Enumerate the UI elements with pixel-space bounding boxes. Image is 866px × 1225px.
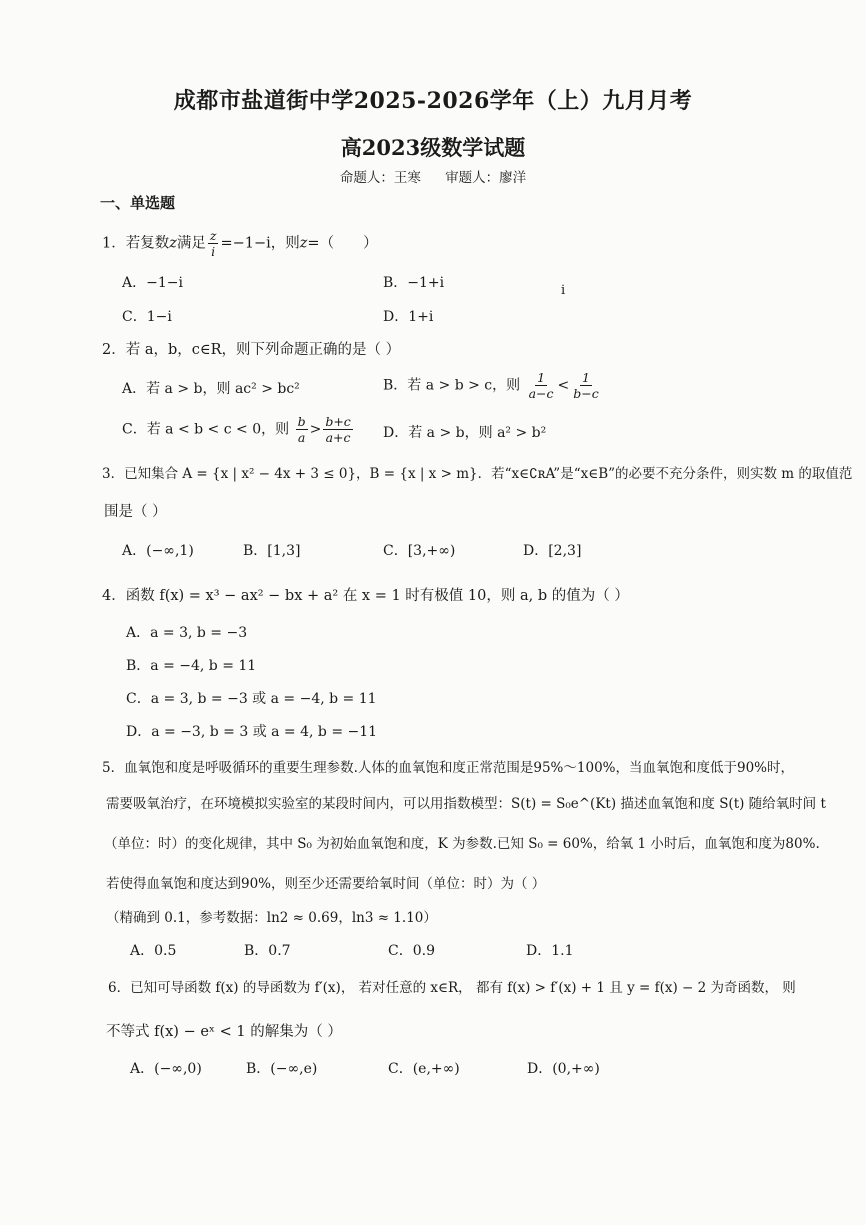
q2-b-n2: 1 [582, 370, 590, 385]
q2-b-frac1 [527, 370, 556, 401]
q6-option-d: D．(0,+∞) [527, 1061, 600, 1077]
q2-c-frac1 [296, 414, 308, 445]
q6-option-b: B．(−∞,e) [246, 1061, 318, 1077]
q4-option-d: D．a = −3, b = 3 或 a = 4, b = −11 [126, 724, 378, 740]
setter: 命题人：王寒 [339, 170, 421, 186]
q2-option-c [122, 414, 355, 445]
question-1-stem [102, 228, 378, 259]
q2-b-d2: b−c [573, 386, 599, 401]
exam-title: 成都市盐道街中学2025-2026学年（上）九月月考 [173, 88, 693, 114]
question-2-stem: 2．若 a，b，c∈R，则下列命题正确的是（ ） [102, 342, 401, 358]
question-5-line1: 5．血氧饱和度是呼吸循环的重要生理参数.人体的血氧饱和度正常范围是95%～100%，当血氧饱和度低于90%时， [102, 760, 794, 776]
q2-option-d: D．若 a > b，则 a² > b² [383, 425, 547, 441]
q4-option-a: A．a = 3, b = −3 [126, 625, 248, 641]
q5-option-a: A．0.5 [130, 943, 177, 959]
q2-c-gt: > [309, 421, 322, 438]
q3-option-c: C．[3,+∞) [383, 543, 456, 559]
q1-var-z2: z [299, 235, 308, 252]
q5-option-d: D．1.1 [526, 943, 574, 959]
q2-c-n2: b+c [325, 414, 351, 429]
question-6-line1: 6．已知可导函数 f(x) 的导函数为 f′(x)， 若对任意的 x∈R， 都有 f(x) > f′(x) + 1 且 y = f(x) − 2 为奇函数， 则 [108, 980, 796, 996]
q2-b-text: B．若 a > b > c，则 [383, 377, 521, 394]
q1-fraction [208, 228, 219, 259]
reviewer: 审题人：廖洋 [445, 170, 527, 186]
q5-option-c: C．0.9 [388, 943, 435, 959]
q1-text-c: 满足 [176, 235, 206, 252]
exam-subtitle: 高2023级数学试题 [340, 135, 526, 160]
q2-b-d1: a−c [528, 386, 554, 401]
q1-frac-den: i [211, 244, 216, 259]
question-5-line4: 若使得血氧饱和度达到90%，则至少还需要给氧时间（单位：时）为（ ） [106, 876, 546, 892]
question-5-hint: （精确到 0.1，参考数据：ln2 ≈ 0.69，ln3 ≈ 1.10） [106, 910, 437, 926]
q6-option-a: A．(−∞,0) [130, 1061, 202, 1077]
q5-option-b: B．0.7 [244, 943, 291, 959]
q1-frac-num: z [209, 228, 217, 243]
question-6-line2: 不等式 f(x) − eˣ < 1 的解集为（ ） [106, 1024, 342, 1040]
author-line [0, 166, 866, 186]
q4-option-b: B．a = −4, b = 11 [126, 658, 257, 674]
q1-text-f: =（ ） [307, 235, 378, 252]
q2-option-a: A．若 a > b，则 ac² > bc² [122, 381, 300, 397]
q2-option-b [383, 370, 603, 401]
q1-option-d: D．1+i [383, 309, 434, 325]
q1-option-a: A．−1−i [122, 275, 183, 291]
question-5-line2: 需要吸氧治疗，在环境模拟实验室的某段时间内，可以用指数模型：S(t) = S₀e^(Kt) 描述血氧饱和度 S(t) 随给氧时间 t [106, 796, 826, 812]
q2-c-d2: a+c [325, 430, 351, 445]
stray-mark: i [561, 283, 566, 298]
section-heading: 一、单选题 [100, 194, 176, 212]
q2-c-d1: a [297, 430, 306, 445]
q2-c-frac2 [323, 414, 352, 445]
q3-option-b: B．[1,3] [243, 543, 301, 559]
q2-c-n1: b [297, 414, 306, 429]
q2-b-frac2 [571, 370, 600, 401]
q1-var-z: z [169, 235, 177, 252]
q1-text-d: =−1−i，则 [220, 235, 300, 252]
question-3-line1: 3．已知集合 A = {x | x² − 4x + 3 ≤ 0}，B = {x | x > m}．若“x∈∁ʀA”是“x∈B”的必要不充分条件，则实数 m 的取值范 [102, 466, 853, 482]
q1-text-a: 1．若复数 [102, 235, 170, 252]
q4-option-c: C．a = 3, b = −3 或 a = −4, b = 11 [126, 691, 377, 707]
q3-option-d: D．[2,3] [523, 543, 582, 559]
q2-b-lt: < [557, 377, 570, 394]
question-3-line2: 围是（ ） [104, 504, 167, 520]
question-5-line3: （单位：时）的变化规律，其中 S₀ 为初始血氧饱和度，K 为参数.已知 S₀ = 60%，给氧 1 小时后，血氧饱和度为80%. [104, 836, 820, 852]
q3-option-a: A．(−∞,1) [122, 543, 194, 559]
q1-option-c: C．1−i [122, 309, 172, 325]
q2-b-n1: 1 [537, 370, 546, 385]
q6-option-c: C．(e,+∞) [388, 1061, 460, 1077]
question-4-stem: 4．函数 f(x) = x³ − ax² − bx + a² 在 x = 1 时有极值 10，则 a, b 的值为（ ） [102, 588, 629, 604]
q2-c-text: C．若 a < b < c < 0，则 [122, 421, 290, 438]
q1-option-b: B．−1+i [383, 275, 445, 291]
